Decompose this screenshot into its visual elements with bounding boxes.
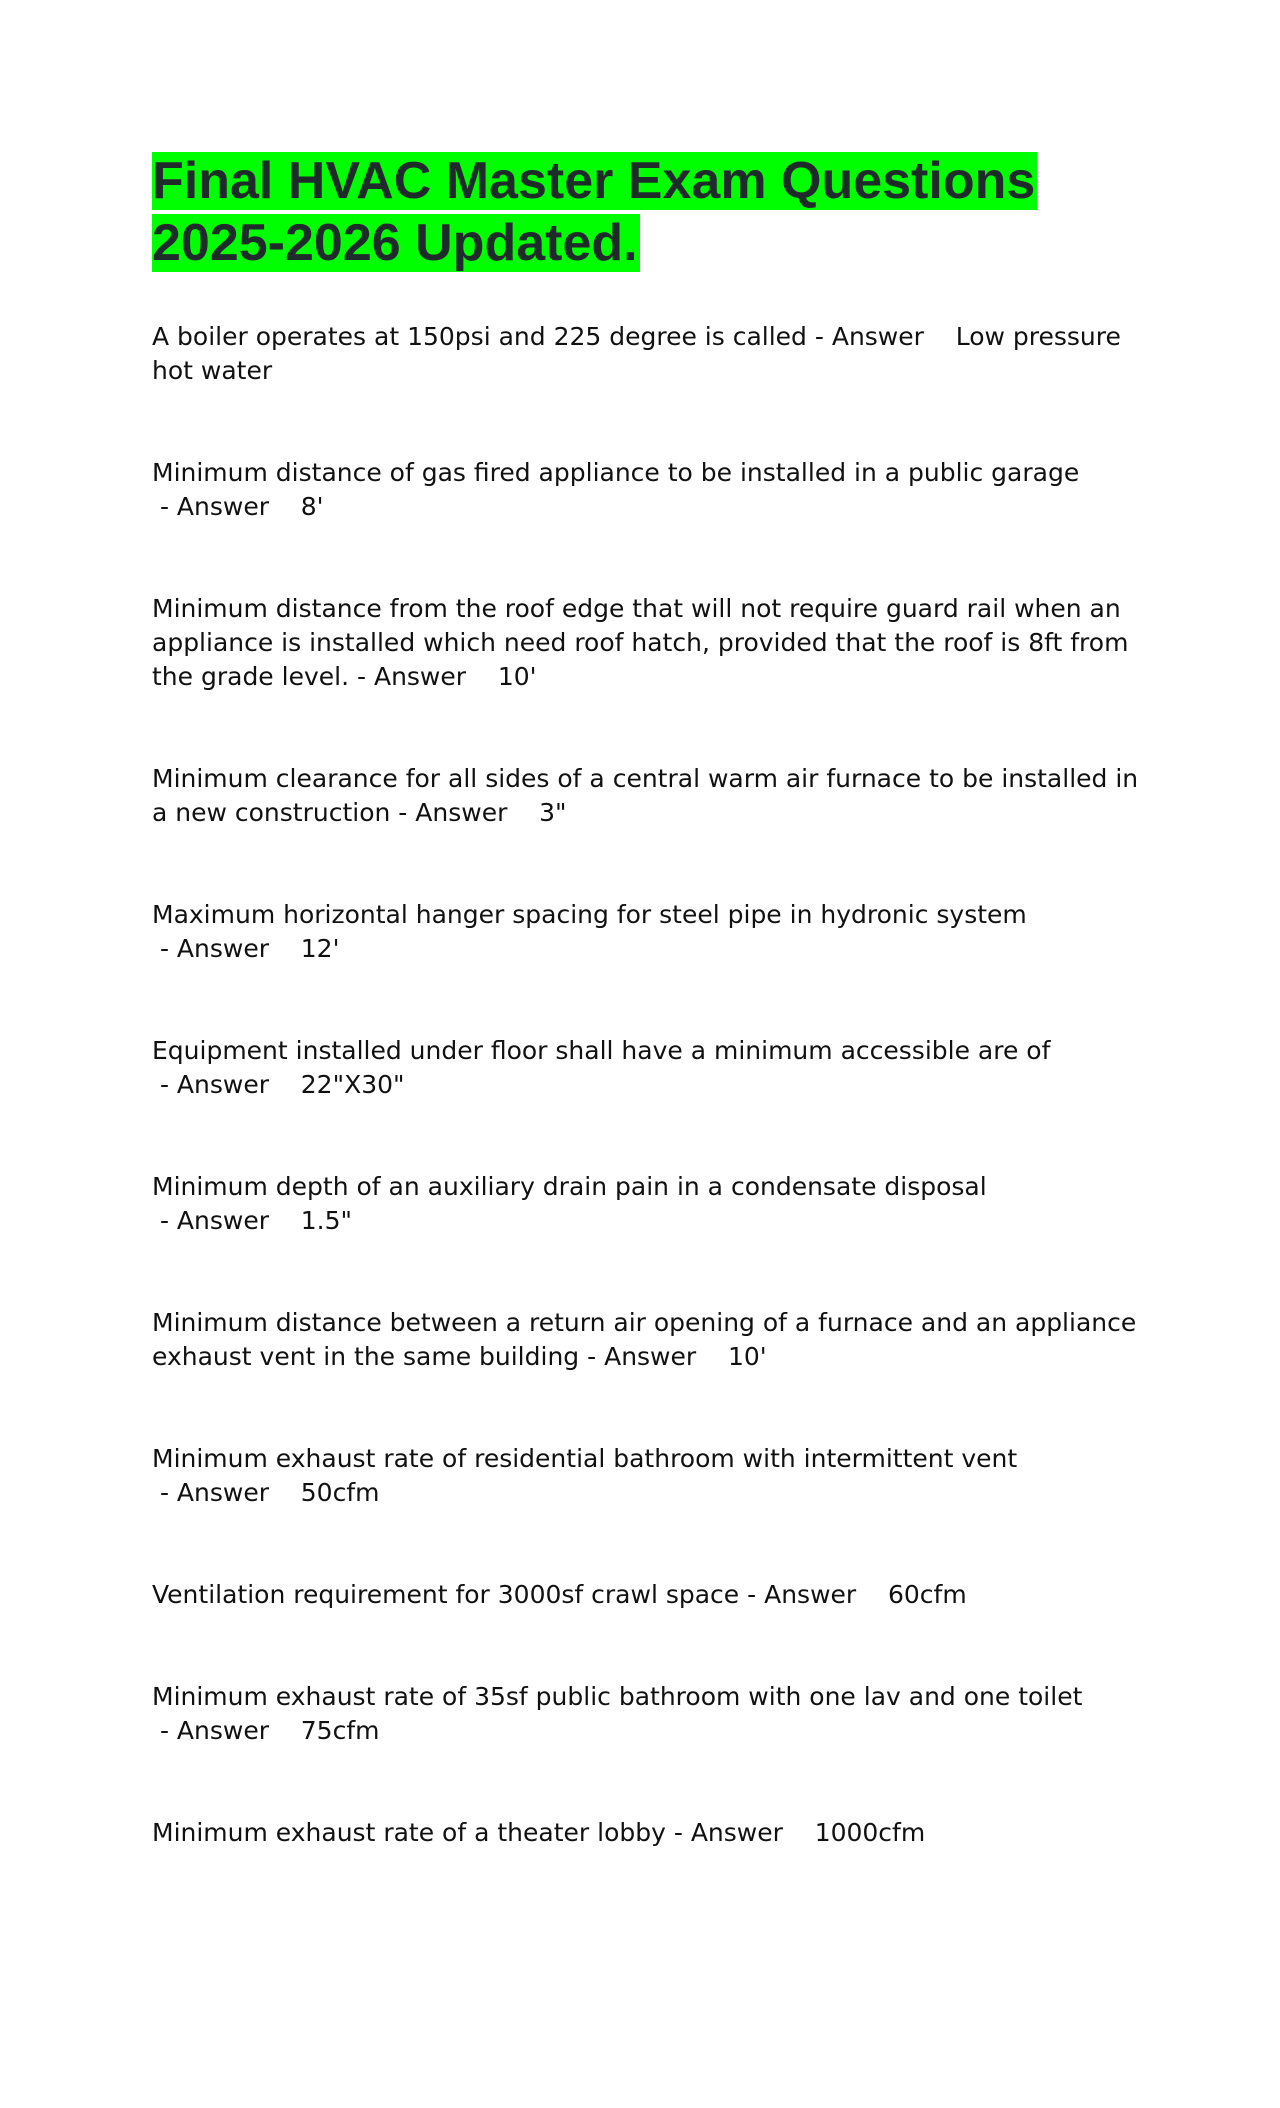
answer-text: Low pressure hot water <box>152 322 1121 385</box>
qa-item <box>152 456 1142 524</box>
question-text: Equipment installed under floor shall have a minimum accessible are of <box>152 1036 1051 1065</box>
answer-text: 3" <box>539 798 567 827</box>
answer-separator: - Answer <box>152 934 301 963</box>
answer-text: 1.5" <box>300 1206 353 1235</box>
answer-separator: - Answer <box>349 662 498 691</box>
qa-item <box>152 1034 1142 1102</box>
qa-item <box>152 1578 1142 1612</box>
answer-text: 8' <box>300 492 324 521</box>
answer-separator: - Answer <box>152 1478 301 1507</box>
question-text: Minimum depth of an auxiliary drain pain in a condensate disposal <box>152 1172 987 1201</box>
question-text: Minimum exhaust rate of 35sf public bathroom with one lav and one toilet <box>152 1682 1083 1711</box>
question-text: Ventilation requirement for 3000sf crawl space <box>152 1580 740 1609</box>
answer-text: 12' <box>300 934 340 963</box>
page-title <box>152 150 1142 274</box>
qa-item <box>152 1306 1142 1374</box>
answer-separator: - Answer <box>152 492 301 521</box>
answer-separator: - Answer <box>665 1818 815 1847</box>
question-text: Minimum distance from the roof edge that will not require guard rail when an appliance is installed which need roof hatch, provided that the roof is 8ft from the grade level. <box>152 594 1129 691</box>
answer-separator: - Answer <box>152 1070 301 1099</box>
answer-separator: - Answer <box>806 322 956 351</box>
page-title-highlight: Final HVAC Master Exam Questions 2025-2026 Updated. <box>152 152 1036 272</box>
qa-item <box>152 762 1142 830</box>
question-text: Minimum distance between a return air opening of a furnace and an appliance exhaust vent in the same building <box>152 1308 1137 1371</box>
answer-separator: - Answer <box>579 1342 728 1371</box>
answer-separator: - Answer <box>152 1206 301 1235</box>
qa-item <box>152 1170 1142 1238</box>
qa-item <box>152 1680 1142 1748</box>
qa-list <box>152 320 1142 1850</box>
answer-separator: - Answer <box>739 1580 888 1609</box>
answer-text: 60cfm <box>887 1580 967 1609</box>
answer-text: 50cfm <box>300 1478 380 1507</box>
qa-item <box>152 1816 1142 1850</box>
question-text: Minimum clearance for all sides of a central warm air furnace to be installed in a new construction <box>152 764 1139 827</box>
answer-text: 1000cfm <box>814 1818 926 1847</box>
qa-item <box>152 1442 1142 1510</box>
question-text: Minimum exhaust rate of residential bathroom with intermittent vent <box>152 1444 1018 1473</box>
answer-text: 22"X30" <box>300 1070 405 1099</box>
qa-item <box>152 898 1142 966</box>
answer-separator: - Answer <box>390 798 540 827</box>
qa-item <box>152 320 1142 388</box>
question-text: Minimum exhaust rate of a theater lobby <box>152 1818 666 1847</box>
document-page <box>152 150 1142 1918</box>
answer-text: 75cfm <box>300 1716 380 1745</box>
question-text: Maximum horizontal hanger spacing for steel pipe in hydronic system <box>152 900 1027 929</box>
question-text: Minimum distance of gas fired appliance to be installed in a public garage <box>152 458 1080 487</box>
question-text: A boiler operates at 150psi and 225 degree is called <box>152 322 807 351</box>
answer-text: 10' <box>497 662 537 691</box>
qa-item <box>152 592 1142 694</box>
answer-separator: - Answer <box>152 1716 301 1745</box>
answer-text: 10' <box>727 1342 767 1371</box>
